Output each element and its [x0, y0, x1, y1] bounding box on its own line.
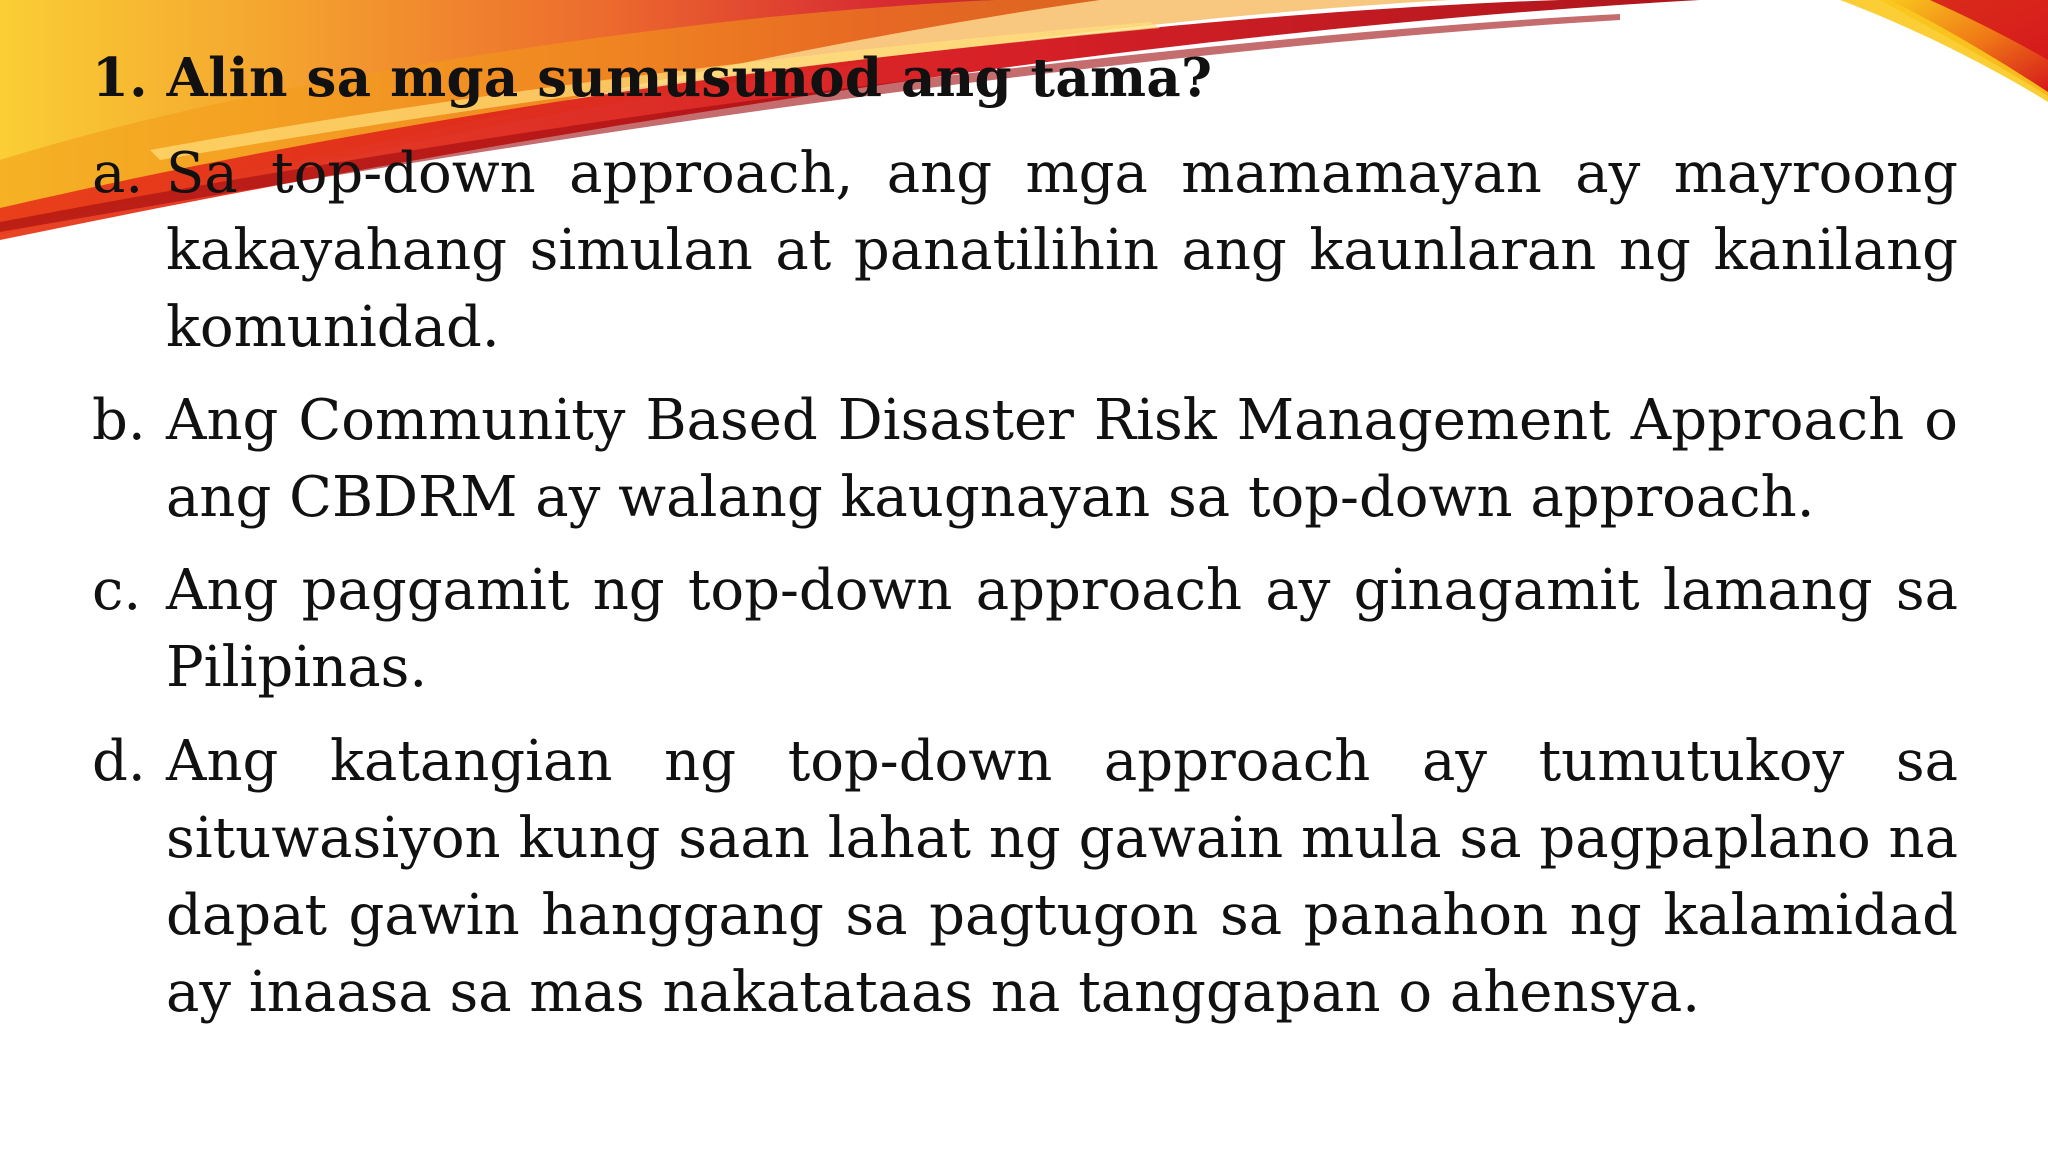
choice-d — [92, 723, 1958, 1031]
choice-letter-c: c. — [92, 558, 142, 623]
choice-a — [92, 135, 1958, 366]
choice-text-d: Ang katangian ng top-down approach ay tumutukoy sa situwasiyon kung saan lahat ng gawain mula sa pagpaplano na dapat gawin hanggang sa pagtugon sa panahon ng kalamidad ay inaasa sa mas nakatataas na tanggapan o ahensya. — [166, 729, 1958, 1025]
question-title: 1. Alin sa mga sumusunod ang tama? — [92, 47, 1213, 109]
choice-b — [92, 382, 1958, 536]
choice-letter-b: b. — [92, 388, 146, 453]
choice-text-a: Sa top-down approach, ang mga mamamayan ay mayroong kakayahang simulan at panatilihin ang kaunlaran ng kanilang komunidad. — [166, 141, 1958, 360]
choice-letter-d: d. — [92, 729, 146, 794]
choice-letter-a: a. — [92, 141, 144, 206]
choice-c — [92, 552, 1958, 706]
choice-text-c: Ang paggamit ng top-down approach ay ginagamit lamang sa Pilipinas. — [166, 558, 1958, 700]
choice-text-b: Ang Community Based Disaster Risk Management Approach o ang CBDRM ay walang kaugnayan sa top-down approach. — [166, 388, 1958, 530]
